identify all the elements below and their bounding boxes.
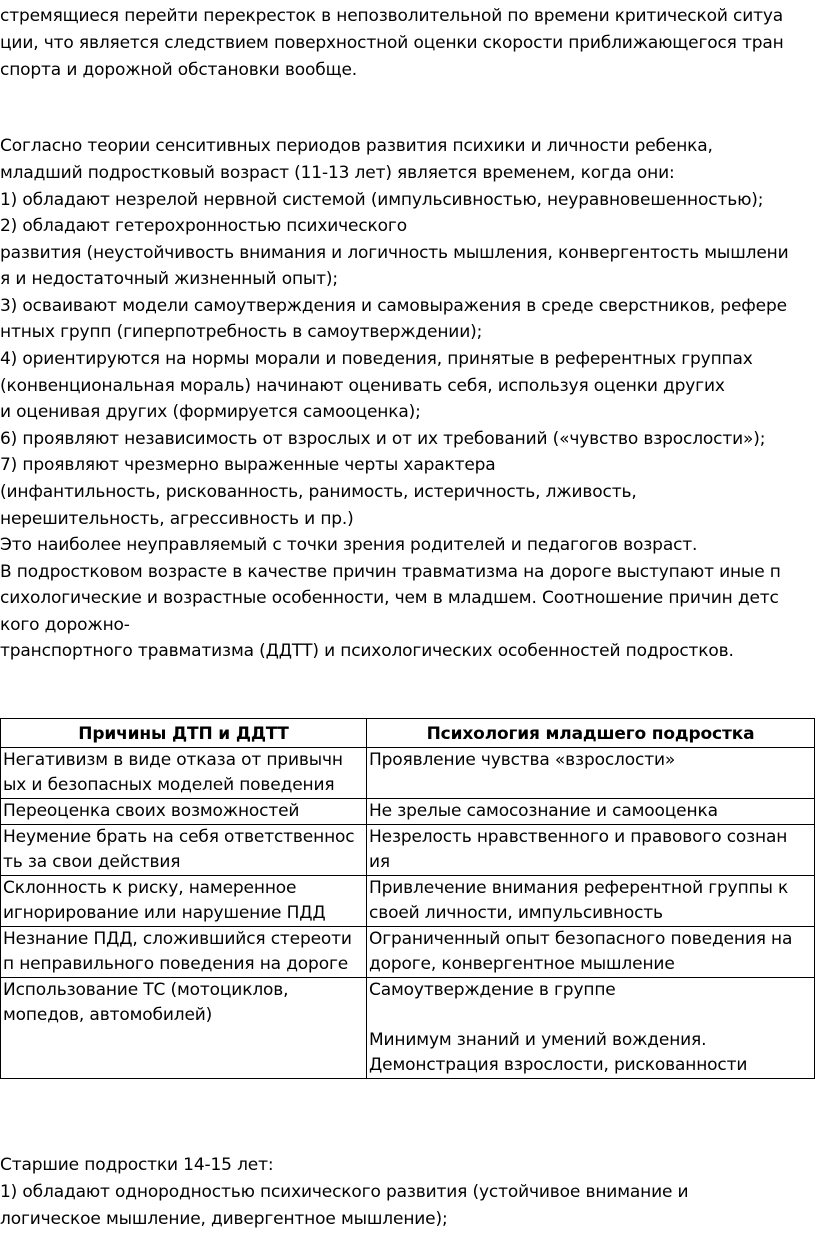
table-row	[1, 748, 815, 799]
text-line: ции, что является следствием поверхностной оценки скорости приближающегося тран	[0, 33, 784, 53]
text-line: Это наиболее неуправляемый с точки зрения родителей и педагогов возраст.	[0, 535, 698, 555]
text-line: логическое мышление, дивергентное мышление);	[0, 1209, 448, 1229]
list-item: 3) осваивают модели самоутверждения и самовыражения в среде сверстников, рефере	[0, 296, 787, 316]
column-header: Психология младшего подростка	[367, 719, 815, 748]
text-line: транспортного травматизма (ДДТТ) и психологических особенностей подростков.	[0, 641, 734, 661]
text-line: Согласно теории сенситивных периодов развития психики и личности ребенка,	[0, 136, 713, 156]
list-item: 1) обладают однородностью психического развития (устойчивое внимание и	[0, 1182, 689, 1202]
text-line: сихологические и возрастные особенности, чем в младшем. Соотношение причин детс	[0, 588, 779, 608]
table-cell: Неумение брать на себя ответственнос ть за свои действия	[1, 825, 367, 876]
list-item: 6) проявляют независимость от взрослых и от их требований («чувство взрослости»);	[0, 429, 766, 449]
text-line: спорта и дорожной обстановки вообще.	[0, 60, 358, 80]
table-row	[1, 876, 815, 927]
text-line: младший подростковый возраст (11-13 лет) является временем, когда они:	[0, 163, 675, 183]
list-item: 7) проявляют чрезмерно выраженные черты характера	[0, 455, 496, 475]
table-cell: Склонность к риску, намеренное игнорирование или нарушение ПДД	[1, 876, 367, 927]
table-row	[1, 927, 815, 978]
list-item: 1) обладают незрелой нервной системой (импульсивностью, неуравновешенностью);	[0, 190, 764, 210]
table-cell: Проявление чувства «взрослости»	[367, 748, 815, 799]
table-row	[1, 825, 815, 876]
table-cell: Привлечение внимания референтной группы к своей личности, импульсивность	[367, 876, 815, 927]
table-header-row	[1, 719, 815, 748]
table-cell: Самоутверждение в группе Минимум знаний и умений вождения. Демонстрация взрослости, рискованности	[367, 978, 815, 1079]
section-heading: Старшие подростки 14-15 лет:	[0, 1155, 274, 1175]
text-line: (инфантильность, рискованность, ранимость, истеричность, лживость,	[0, 482, 637, 502]
table-cell: Переоценка своих возможностей	[1, 799, 367, 825]
text-line: стремящиеся перейти перекресток в непозволительной по времени критической ситуа	[0, 6, 784, 26]
table-cell: Незрелость нравственного и правового сознан ия	[367, 825, 815, 876]
text-line: я и недостаточный жизненный опыт);	[0, 269, 338, 289]
table-cell: Ограниченный опыт безопасного поведения на дороге, конвергентное мышление	[367, 927, 815, 978]
text-line: развития (неустойчивость внимания и логичность мышления, конвергентость мышлени	[0, 243, 789, 263]
table-cell: Не зрелые самосознание и самооценка	[367, 799, 815, 825]
table-cell: Использование ТС (мотоциклов, мопедов, автомобилей)	[1, 978, 367, 1079]
text-line: кого дорожно-	[0, 615, 130, 635]
table-row	[1, 978, 815, 1079]
column-header: Причины ДТП и ДДТТ	[1, 719, 367, 748]
text-line: нерешительность, агрессивность и пр.)	[0, 509, 354, 529]
text-line: В подростковом возрасте в качестве причин травматизма на дороге выступают иные п	[0, 562, 781, 582]
table-cell: Негативизм в виде отказа от привычн ых и безопасных моделей поведения	[1, 748, 367, 799]
table-row	[1, 799, 815, 825]
table-cell: Незнание ПДД, сложившийся стереоти п неправильного поведения на дороге	[1, 927, 367, 978]
text-line: и оценивая других (формируется самооценка);	[0, 402, 421, 422]
causes-psychology-table	[0, 718, 815, 1079]
text-line: нтных групп (гиперпотребность в самоутверждении);	[0, 322, 483, 342]
text-line: (конвенциональная мораль) начинают оценивать себя, используя оценки других	[0, 376, 725, 396]
list-item: 4) ориентируются на нормы морали и поведения, принятые в референтных группах	[0, 349, 753, 369]
list-item: 2) обладают гетерохронностью психического	[0, 216, 407, 236]
